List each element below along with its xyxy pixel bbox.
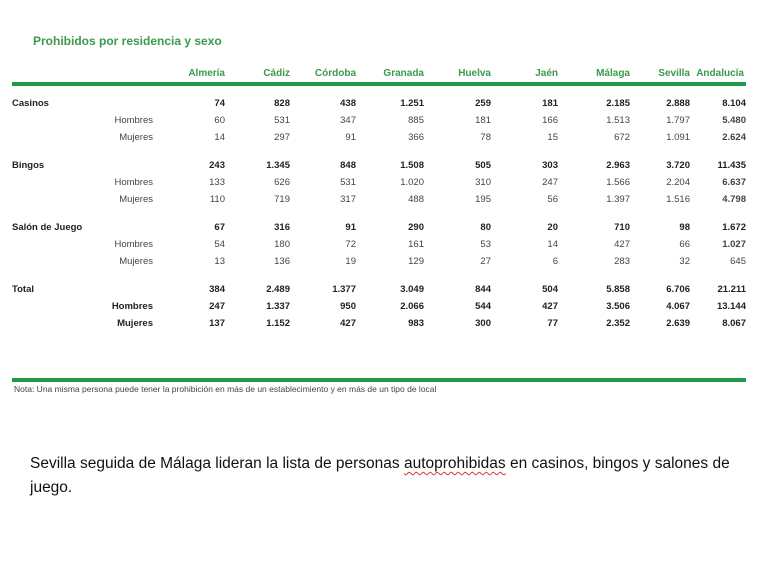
- mujeres-row: [12, 253, 746, 270]
- value-cell: 54: [214, 239, 225, 250]
- spacer-cell: [12, 253, 107, 270]
- value-cell: 347: [340, 115, 356, 126]
- value-cell: 488: [408, 194, 424, 205]
- value-cell: 848: [340, 160, 356, 171]
- sex-label: Hombres: [114, 239, 153, 250]
- value-cell: 1.513: [606, 115, 630, 126]
- value-cell: 259: [475, 98, 491, 109]
- value-cell: 2.185: [606, 98, 630, 109]
- category-label: Casinos: [12, 98, 49, 109]
- value-cell: 300: [475, 318, 491, 329]
- mujeres-row: [12, 315, 746, 332]
- value-cell: 844: [475, 284, 491, 295]
- hombres-row: [12, 298, 746, 315]
- category-label: Total: [12, 284, 34, 295]
- value-cell: 2.352: [606, 318, 630, 329]
- value-cell: 166: [542, 115, 558, 126]
- value-cell: 719: [274, 194, 290, 205]
- value-cell: 885: [408, 115, 424, 126]
- value-cell: 8.104: [722, 98, 746, 109]
- value-cell: 5.480: [722, 115, 746, 126]
- value-cell: 56: [547, 194, 558, 205]
- value-cell: 8.067: [722, 318, 746, 329]
- value-cell: 19: [345, 256, 356, 267]
- value-cell: 72: [345, 239, 356, 250]
- col-header-sevilla: Sevilla: [658, 67, 690, 79]
- value-cell: 21.211: [717, 284, 746, 295]
- value-cell: 1.251: [400, 98, 424, 109]
- sex-label: Hombres: [114, 115, 153, 126]
- value-cell: 4.067: [666, 301, 690, 312]
- value-cell: 133: [209, 177, 225, 188]
- value-cell: 2.639: [666, 318, 690, 329]
- value-cell: 32: [679, 256, 690, 267]
- header-row: [12, 62, 746, 84]
- value-cell: 14: [214, 132, 225, 143]
- summary-text: [30, 452, 730, 500]
- sex-label: Mujeres: [117, 318, 153, 329]
- value-cell: 1.027: [722, 239, 746, 250]
- spellcheck-flagged-word: autoprohibidas: [403, 455, 506, 472]
- col-header-granada: Granada: [383, 67, 424, 79]
- value-cell: 2.963: [606, 160, 630, 171]
- value-cell: 78: [480, 132, 491, 143]
- spacer-cell: [12, 298, 107, 315]
- value-cell: 1.152: [266, 318, 290, 329]
- value-cell: 710: [614, 222, 630, 233]
- sex-label: Hombres: [114, 177, 153, 188]
- value-cell: 531: [274, 115, 290, 126]
- col-header-cadiz: Cádiz: [263, 67, 290, 79]
- spacer-cell: [107, 270, 163, 298]
- value-cell: 544: [475, 301, 491, 312]
- value-cell: 137: [209, 318, 225, 329]
- hombres-row: [12, 236, 746, 253]
- value-cell: 427: [542, 301, 558, 312]
- value-cell: 1.091: [666, 132, 690, 143]
- value-cell: 828: [274, 98, 290, 109]
- value-cell: 1.337: [266, 301, 290, 312]
- hombres-row: [12, 112, 746, 129]
- value-cell: 80: [480, 222, 491, 233]
- category-label: Salón de Juego: [12, 222, 83, 233]
- value-cell: 2.066: [400, 301, 424, 312]
- value-cell: 14: [547, 239, 558, 250]
- value-cell: 1.672: [722, 222, 746, 233]
- col-header-huelva: Huelva: [458, 67, 491, 79]
- value-cell: 1.797: [666, 115, 690, 126]
- value-cell: 366: [408, 132, 424, 143]
- value-cell: 110: [209, 194, 225, 205]
- value-cell: 3.049: [400, 284, 424, 295]
- value-cell: 1.020: [400, 177, 424, 188]
- value-cell: 6.706: [666, 284, 690, 295]
- value-cell: 27: [480, 256, 491, 267]
- value-cell: 317: [340, 194, 356, 205]
- value-cell: 74: [214, 98, 225, 109]
- value-cell: 1.516: [666, 194, 690, 205]
- value-cell: 1.345: [266, 160, 290, 171]
- value-cell: 983: [408, 318, 424, 329]
- value-cell: 505: [475, 160, 491, 171]
- col-header-almeria: Almería: [188, 67, 225, 79]
- footer-rule: [12, 378, 746, 382]
- value-cell: 6.637: [722, 177, 746, 188]
- summary-before: Sevilla seguida de Málaga lideran la lista de personas: [30, 455, 404, 472]
- value-cell: 13.144: [716, 301, 746, 312]
- category-label: Bingos: [12, 160, 45, 171]
- spacer-cell: [107, 146, 163, 174]
- sex-label: Mujeres: [119, 256, 153, 267]
- table-title: Prohibidos por residencia y sexo: [33, 34, 222, 48]
- value-cell: 91: [345, 222, 356, 233]
- value-cell: 2.489: [266, 284, 290, 295]
- value-cell: 1.377: [332, 284, 356, 295]
- value-cell: 316: [274, 222, 290, 233]
- mujeres-row: [12, 191, 746, 208]
- category-row: [12, 208, 746, 236]
- col-header-jaen: Jaén: [535, 67, 558, 79]
- table-body: [12, 84, 746, 332]
- col-header-malaga: Málaga: [596, 67, 630, 79]
- value-cell: 427: [340, 318, 356, 329]
- value-cell: 3.720: [666, 160, 690, 171]
- value-cell: 91: [345, 132, 356, 143]
- value-cell: 129: [408, 256, 424, 267]
- value-cell: 2.624: [722, 132, 746, 143]
- prohibidos-table: [12, 62, 746, 332]
- spacer-cell: [12, 174, 107, 191]
- value-cell: 60: [214, 115, 225, 126]
- value-cell: 1.566: [606, 177, 630, 188]
- value-cell: 98: [679, 222, 690, 233]
- value-cell: 161: [408, 239, 424, 250]
- spacer-cell: [12, 315, 107, 332]
- header-blank: [12, 62, 107, 84]
- value-cell: 626: [274, 177, 290, 188]
- value-cell: 180: [274, 239, 290, 250]
- sex-label: Mujeres: [119, 132, 153, 143]
- spacer-cell: [12, 236, 107, 253]
- spacer-cell: [12, 191, 107, 208]
- spacer-cell: [12, 129, 107, 146]
- value-cell: 438: [340, 98, 356, 109]
- spacer-cell: [12, 112, 107, 129]
- value-cell: 77: [547, 318, 558, 329]
- sex-label: Hombres: [111, 301, 153, 312]
- category-row: [12, 270, 746, 298]
- category-row: [12, 84, 746, 112]
- table-note: Nota: Una misma persona puede tener la prohibición en más de un establecimiento y en más de un tipo de local: [14, 384, 437, 394]
- value-cell: 2.204: [666, 177, 690, 188]
- header-blank-sub: [107, 62, 163, 84]
- value-cell: 243: [209, 160, 225, 171]
- value-cell: 66: [679, 239, 690, 250]
- value-cell: 427: [614, 239, 630, 250]
- mujeres-row: [12, 129, 746, 146]
- value-cell: 181: [542, 98, 558, 109]
- value-cell: 247: [209, 301, 225, 312]
- spacer-cell: [107, 84, 163, 112]
- col-header-andalucia: Andalucía: [696, 67, 744, 79]
- value-cell: 297: [274, 132, 290, 143]
- summary-after: en casinos, bingos y salones de juego.: [30, 455, 730, 496]
- value-cell: 195: [475, 194, 491, 205]
- value-cell: 13: [214, 256, 225, 267]
- value-cell: 531: [340, 177, 356, 188]
- value-cell: 4.798: [722, 194, 746, 205]
- value-cell: 950: [340, 301, 356, 312]
- value-cell: 283: [614, 256, 630, 267]
- value-cell: 1.508: [400, 160, 424, 171]
- value-cell: 181: [475, 115, 491, 126]
- value-cell: 384: [209, 284, 225, 295]
- value-cell: 3.506: [606, 301, 630, 312]
- value-cell: 15: [547, 132, 558, 143]
- value-cell: 247: [542, 177, 558, 188]
- value-cell: 11.435: [717, 160, 746, 171]
- spacer-cell: [107, 208, 163, 236]
- value-cell: 303: [542, 160, 558, 171]
- value-cell: 136: [274, 256, 290, 267]
- value-cell: 290: [408, 222, 424, 233]
- value-cell: 53: [480, 239, 491, 250]
- hombres-row: [12, 174, 746, 191]
- value-cell: 1.397: [606, 194, 630, 205]
- value-cell: 310: [475, 177, 491, 188]
- value-cell: 504: [542, 284, 558, 295]
- category-row: [12, 146, 746, 174]
- value-cell: 20: [547, 222, 558, 233]
- value-cell: 645: [730, 256, 746, 267]
- col-header-cordoba: Córdoba: [314, 67, 356, 79]
- sex-label: Mujeres: [119, 194, 153, 205]
- value-cell: 672: [614, 132, 630, 143]
- value-cell: 67: [214, 222, 225, 233]
- value-cell: 6: [552, 256, 558, 267]
- value-cell: 2.888: [666, 98, 690, 109]
- value-cell: 5.858: [606, 284, 630, 295]
